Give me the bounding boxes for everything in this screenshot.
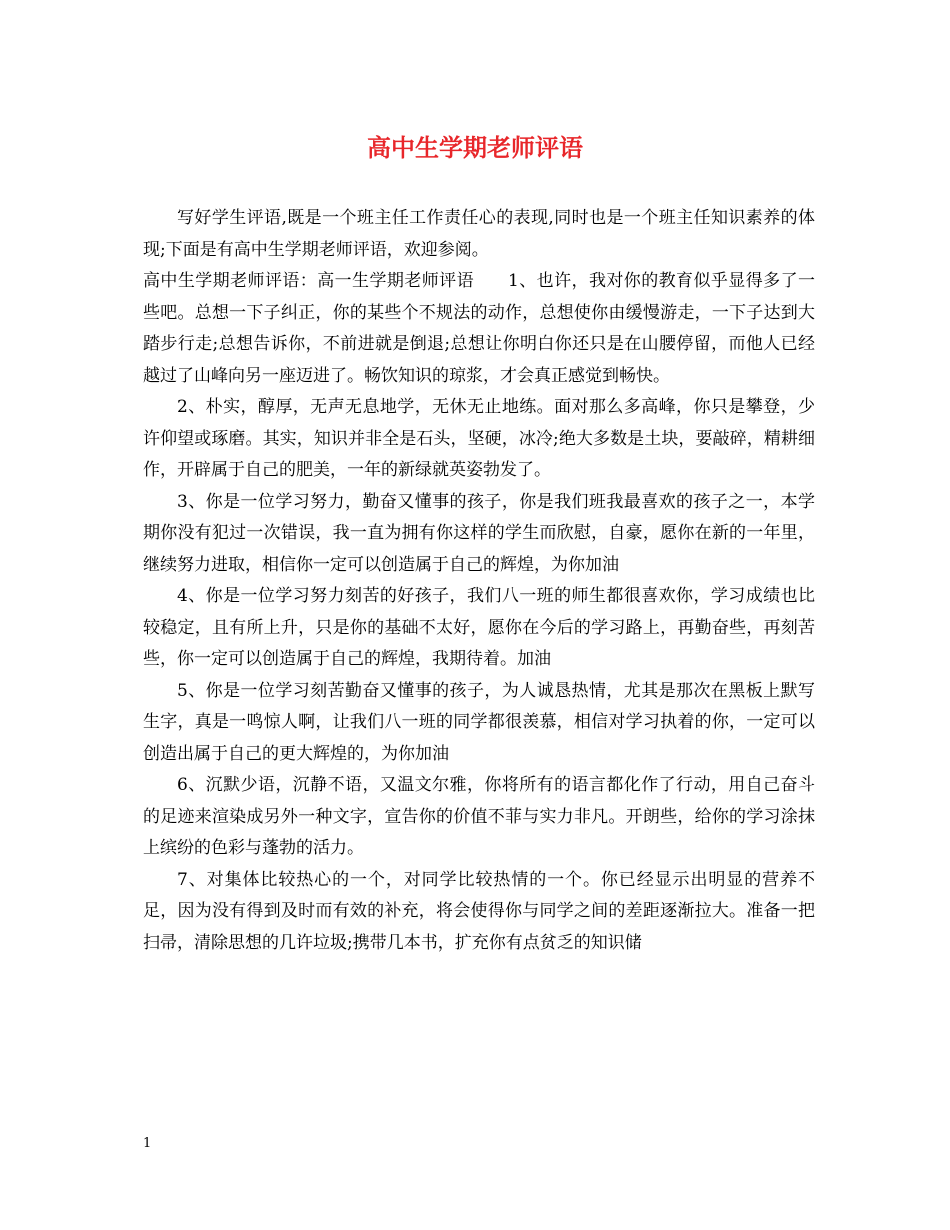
section-heading: 高中生学期老师评语：高一生学期老师评语 [143,271,475,291]
comment-paragraph-1: 1、也许，我对你的教育似乎显得多了一些吧。总想一下子纠正，你的某些个不规法的动作，总想使你由缓慢游走，一下子达到大踏步行走;总想告诉你，不前进就是倒退;总想让你明白你还只是在山腰停留，而他人已经越过了山峰向另一座迈进了。畅饮知识的琼浆，才会真正感觉到畅快。 [143,271,815,386]
comment-paragraph-5: 5、你是一位学习刻苦勤奋又懂事的孩子，为人诚恳热情，尤其是那次在黑板上默写生字，真是一鸣惊人啊，让我们八一班的同学都很羡慕，相信对学习执着的你，一定可以创造出属于自己的更大辉煌的，为你加油 [143,680,815,764]
comment-paragraph-2: 2、朴实，醇厚，无声无息地学，无休无止地练。面对那么多高峰，你只是攀登，少许仰望或琢磨。其实，知识并非全是石头，坚硬，冰冷;绝大多数是土块，要敲碎，精耕细作，开辟属于自己的肥美，一年的新绿就英姿勃发了。 [143,397,815,480]
document-title: 高中生学期老师评语 [367,133,583,162]
comment-paragraph-7: 7、对集体比较热心的一个，对同学比较热情的一个。你已经显示出明显的营养不足，因为没有得到及时而有效的补充，将会使得你与同学之间的差距逐渐拉大。准备一把扫帚，清除思想的几许垃圾;携带几本书，扩充你有点贫乏的知识储 [143,869,815,953]
comment-paragraph-6: 6、沉默少语，沉静不语，又温文尔雅，你将所有的语言都化作了行动，用自己奋斗的足迹来渲染成另外一种文字，宣告你的价值不菲与实力非凡。开朗些，给你的学习涂抹上缤纷的色彩与蓬勃的活力。 [143,775,815,858]
section-first-paragraph [143,266,815,392]
intro-paragraph: 写好学生评语,既是一个班主任工作责任心的表现,同时也是一个班主任知识素养的体现;下面是有高中生学期老师评语，欢迎参阅。 [143,208,815,260]
comment-paragraph-3: 3、你是一位学习努力，勤奋又懂事的孩子，你是我们班我最喜欢的孩子之一，本学期你没有犯过一次错误，我一直为拥有你这样的学生而欣慰，自豪，愿你在新的一年里，继续努力进取，相信你一定可以创造属于自己的辉煌，为你加油 [143,491,815,575]
document-body [143,203,815,959]
comment-paragraph-4: 4、你是一位学习努力刻苦的好孩子，我们八一班的师生都很喜欢你，学习成绩也比较稳定，且有所上升，只是你的基础不太好，愿你在今后的学习路上，再勤奋些，再刻苦些，你一定可以创造属于自己的辉煌，我期待着。加油 [143,586,815,669]
page-number: 1 [143,1136,152,1151]
